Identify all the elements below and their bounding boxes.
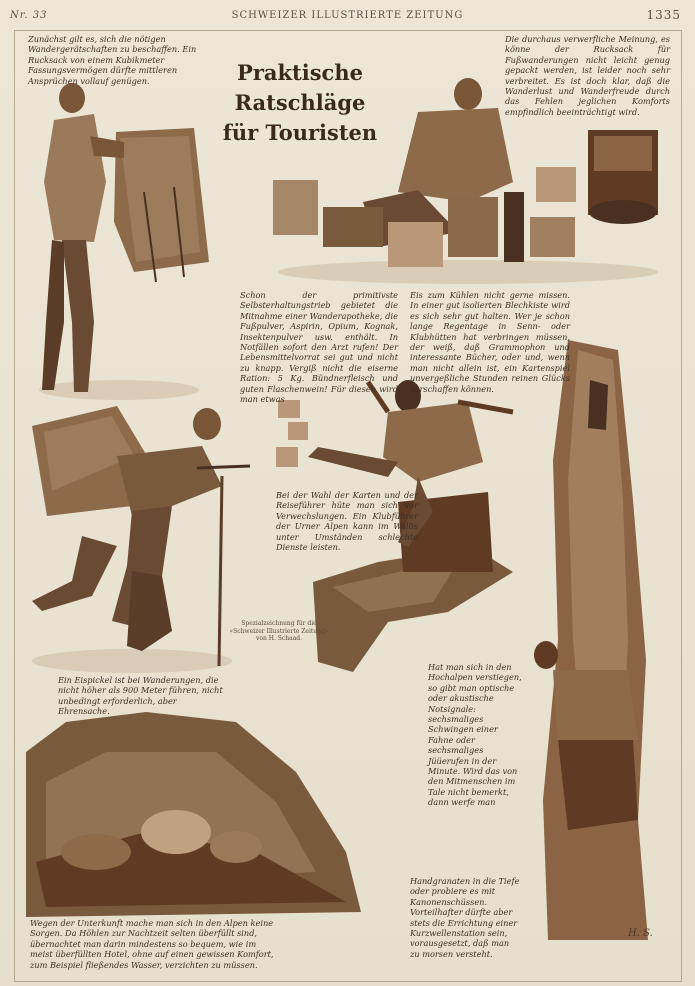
title-line-2: Ratschläge bbox=[234, 90, 366, 115]
magazine-name: SCHWEIZER ILLUSTRIERTE ZEITUNG bbox=[231, 10, 464, 21]
caption-apotheke: Schon der primitivste Selbsterhaltungstrieb gebietet die Mitnahme einer Wanderapotheke, die Fußpulver, Aspirin, Opium, Kognak, Insektenpulver usw. enthält. In Notfällen sofort den Arzt rufen! Der Lebensmittelvorrat sei gut und nicht zu knapp. Vergiß nicht die eiserne Ration: 5 Kg. Bündnerfleisch und guten Flaschenwein! Für diesen wird man etwas bbox=[240, 290, 398, 405]
caption-cave: Wegen der Unterkunft mache man sich in den Alpen keine Sorgen. Da Höhlen zur Nachtzeit selten überfüllt sind, übernachtet man darin mindestens so bequem, wie im meist überfüllten Hotel, ohne auf einen gewissen Komfort, zum Beispiel fließendes Wasser, verzichten zu müssen. bbox=[30, 918, 274, 970]
illustration-stuck-climber bbox=[528, 340, 658, 940]
illustration-rucksack-man bbox=[24, 72, 214, 402]
caption-comfort: Die durchaus verwerfliche Meinung, es könne der Rucksack für Fußwanderungen nicht leicht genug gepackt werden, ist leider noch sehr verbreitet. Es ist doch klar, daß die Wanderlust und Wanderfreude durch das Fehlen jeglichen Komforts empfindlich beeinträchtigt wird. bbox=[505, 34, 670, 117]
credit-line-3: von H. Schaad. bbox=[255, 635, 303, 642]
illustration-cave-sleepers bbox=[26, 712, 366, 922]
caption-radio-station: Handgranaten in die Tiefe oder probiere es mit Kanonenschüssen. Vorteilhafter dürfte aber stets die Errichtung einer Kurzwellenstation sein, vorausgesetzt, daß man zu morsen versteht. bbox=[410, 876, 520, 959]
issue-number: Nr. 33 bbox=[10, 10, 48, 21]
illustration-ice-axe-man bbox=[22, 396, 257, 676]
title-line-1: Praktische bbox=[237, 60, 363, 85]
illustration-credit bbox=[224, 620, 334, 643]
title-line-3: für Touristen bbox=[222, 120, 378, 145]
caption-grammophon: Eis zum Kühlen nicht gerne missen. In einer gut isolierten Blechkiste wird es sich sehr gut halten. Wer je schon lange Regentage in Senn- oder Klubhütten hat verbringen müssen, der weiß, daß Grammophon und interessante Bücher, oder und, wenn man nicht allein ist, ein Kartenspiel unvergeßliche Stunden reinen Glücks verschaffen können. bbox=[410, 290, 570, 394]
caption-maps: Bei der Wahl der Karten und der Reiseführer hüte man sich vor Verwechslungen. Ein Klubführer der Urner Alpen kann im Wallis unter Umständen schlechte Dienste leisten. bbox=[276, 490, 418, 553]
page-header bbox=[0, 8, 695, 24]
caption-rucksack: Zunächst gilt es, sich die nötigen Wandergerätschaften zu beschaffen. Ein Rucksack von einem Kubikmeter Fassungsvermögen dürfte mittleren Ansprüchen vollauf genügen. bbox=[28, 34, 197, 86]
caption-ice-axe: Ein Eispickel ist bei Wanderungen, die nicht höher als 900 Meter führen, nicht unbedingt erforderlich, aber Ehrensache. bbox=[58, 675, 223, 717]
credit-line-2: «Schweizer Illustrierte Zeitung» bbox=[229, 627, 329, 635]
page-number: 1335 bbox=[646, 8, 681, 22]
credit-line-1: Spezialzeichnung für die bbox=[241, 620, 317, 627]
caption-emergency-signals: Hat man sich in den Hochalpen verstiegen, so gibt man optische oder akustische Notsignale: sechsmaliges Schwingen einer Fahne oder sechsmaliges Jüüerufen in der Minute. Wird das von den Mitmenschen im Tale nicht bemerkt, dann werfe man bbox=[428, 662, 522, 808]
artist-signature: H. S. bbox=[628, 928, 653, 939]
